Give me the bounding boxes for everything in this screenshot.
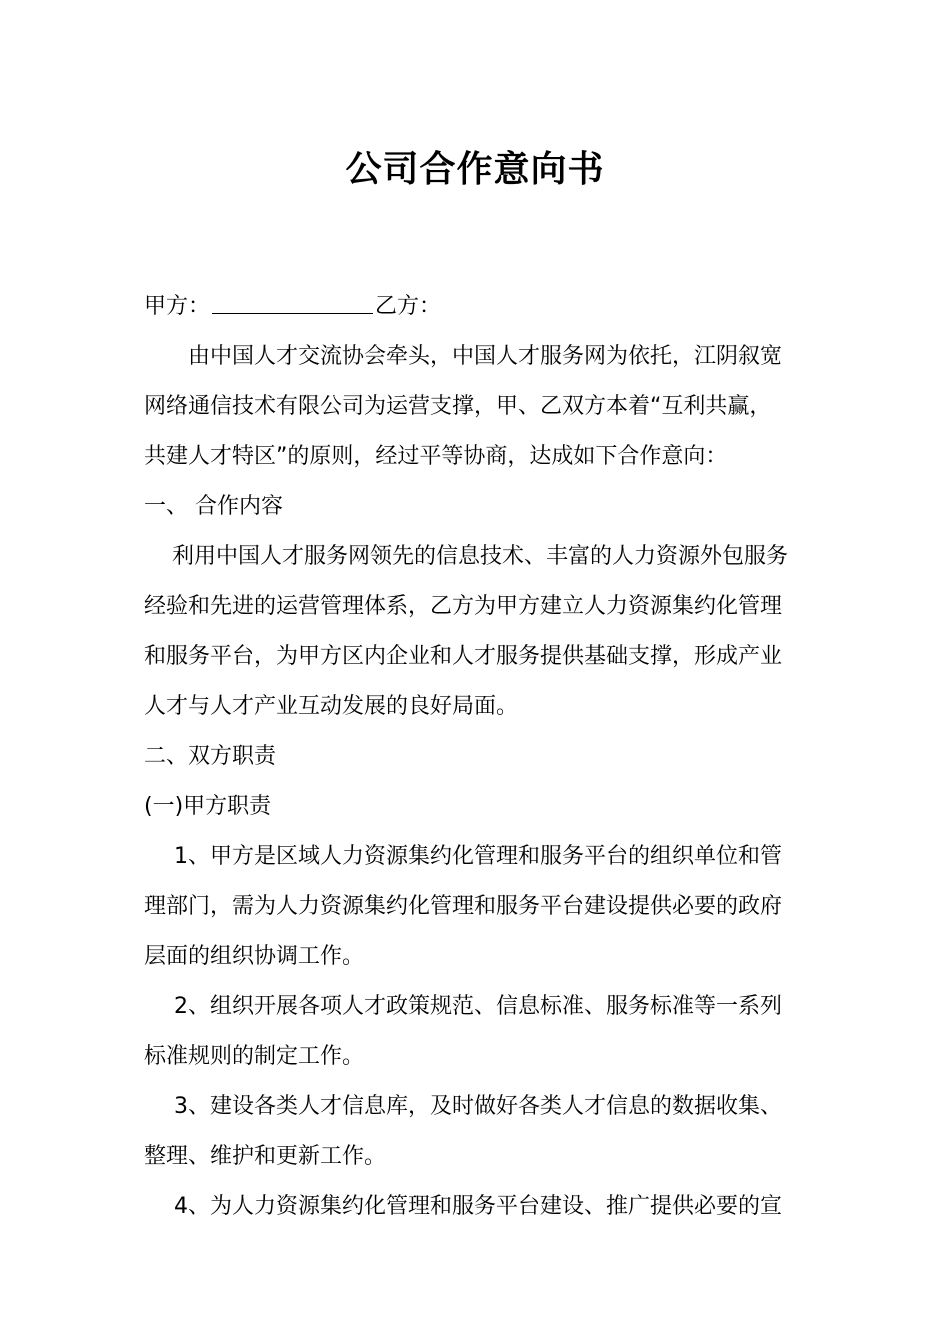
section-heading: 二、双方职责 xyxy=(144,744,277,769)
paragraph-line: 经验和先进的运营管理体系，乙方为甲方建立人力资源集约化管理 xyxy=(144,594,783,619)
list-item-line: 理部门，需为人力资源集约化管理和服务平台建设提供必要的政府 xyxy=(144,894,783,919)
section-heading: 一、 合作内容 xyxy=(144,494,283,519)
party-a-label: 甲方： xyxy=(144,294,211,319)
party-a-blank-field xyxy=(212,291,373,314)
parties-line xyxy=(144,282,808,332)
page-title: 公司合作意向书 xyxy=(345,149,605,190)
list-item-line: 整理、维护和更新工作。 xyxy=(144,1144,387,1169)
list-item-line: 层面的组织协调工作。 xyxy=(144,944,365,969)
subsection-heading: (一)甲方职责 xyxy=(144,794,272,819)
list-item-line: 2、组织开展各项人才政策规范、信息标准、服务标准等一系列 xyxy=(174,994,782,1019)
document-body xyxy=(144,282,808,1232)
paragraph-line: 人才与人才产业互动发展的良好局面。 xyxy=(144,694,519,719)
paragraph-line: 共建人才特区”的原则，经过平等协商，达成如下合作意向： xyxy=(144,444,728,469)
list-item-line: 1、甲方是区域人力资源集约化管理和服务平台的组织单位和管 xyxy=(174,844,782,869)
paragraph-line: 网络通信技术有限公司为运营支撑，甲、乙双方本着“互利共赢， xyxy=(144,394,772,419)
paragraph-line: 和服务平台，为甲方区内企业和人才服务提供基础支撑，形成产业 xyxy=(144,644,783,669)
paragraph-line: 利用中国人才服务网领先的信息技术、丰富的人力资源外包服务 xyxy=(172,544,789,569)
list-item-line: 4、为人力资源集约化管理和服务平台建设、推广提供必要的宣 xyxy=(174,1194,782,1219)
list-item-line: 3、建设各类人才信息库，及时做好各类人才信息的数据收集、 xyxy=(174,1094,782,1119)
list-item-line: 标准规则的制定工作。 xyxy=(144,1044,365,1069)
party-b-label: 乙方： xyxy=(375,294,442,319)
paragraph-line: 由中国人才交流协会牵头，中国人才服务网为依托，江阴叙宽 xyxy=(188,344,783,369)
